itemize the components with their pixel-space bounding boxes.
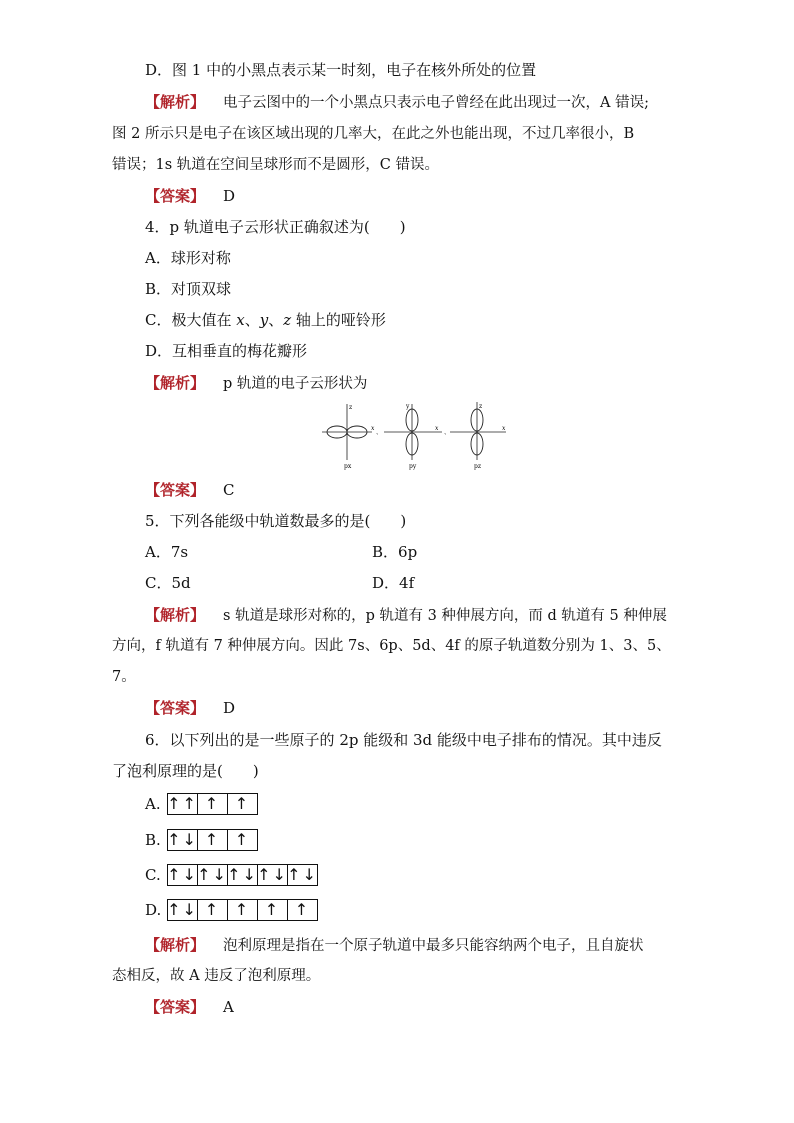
q6-explanation-text: 泡利原理是指在一个原子轨道中最多只能容纳两个电子，且自旋状	[223, 938, 644, 954]
q4-explanation-text: p 轨道的电子云形状为	[223, 376, 368, 392]
q6-option-a	[145, 793, 258, 815]
q6-option-b	[145, 829, 258, 851]
electron-arrows: ↑↓	[167, 900, 198, 919]
figure-separator-1: 、	[376, 429, 383, 436]
q3-explanation-line2: 图 2 所示只是电子在该区域出现的几率大，在此之外也能出现，不过几率很小，B	[112, 126, 635, 142]
q5-answer	[145, 698, 235, 718]
orbital-boxes	[167, 864, 318, 886]
orbital-box	[198, 865, 228, 885]
orbital-box	[198, 830, 228, 850]
q4-option-c-post: 轴上的哑铃形	[291, 311, 386, 329]
q6-option-d-label: D.	[145, 901, 162, 919]
q5-option-b: B．6p	[372, 543, 418, 561]
electron-arrows: ↑	[234, 900, 251, 919]
electron-arrows: ↑	[264, 900, 281, 919]
answer-tag: 【答案】	[145, 187, 206, 205]
pz-label: pz	[474, 463, 482, 470]
q3-answer	[145, 186, 235, 206]
q6-explanation-line2: 态相反，故 A 违反了泡利原理。	[112, 968, 321, 984]
q3-explanation-line3: 错误；1s 轨道在空间呈球形而不是圆形，C 错误。	[112, 157, 439, 173]
q4-option-c-y: y	[259, 311, 269, 329]
q4-answer-value: C	[223, 481, 235, 499]
electron-arrows: ↑	[204, 794, 221, 813]
electron-arrows: ↑	[294, 900, 311, 919]
q3-option-d: D．图 1 中的小黑点表示某一时刻，电子在核外所处的位置	[145, 61, 537, 79]
q3-explanation-line1	[145, 92, 649, 113]
q4-option-a: A．球形对称	[145, 249, 231, 267]
orbital-box	[198, 900, 228, 920]
orbital-box	[168, 830, 198, 850]
orbital-box	[288, 900, 317, 920]
electron-arrows: ↑↓	[197, 865, 228, 884]
explanation-tag: 【解析】	[145, 374, 206, 392]
q6-option-b-label: B.	[145, 831, 161, 849]
px-axis-x: x	[371, 425, 375, 432]
electron-arrows: ↑↓	[257, 865, 288, 884]
orbital-box	[228, 865, 258, 885]
q6-answer-value: A	[223, 998, 234, 1016]
orbital-box	[168, 794, 198, 814]
q4-stem: 4．p 轨道电子云形状正确叙述为( )	[145, 218, 406, 236]
electron-arrows: ↑↓	[227, 865, 258, 884]
q3-answer-value: D	[223, 187, 236, 205]
q6-stem-line1: 6．以下列出的是一些原子的 2p 能级和 3d 能级中电子排布的情况。其中违反	[145, 731, 662, 749]
electron-arrows: ↑↓	[287, 865, 318, 884]
orbital-box	[258, 865, 288, 885]
q4-option-c-x: x	[236, 311, 245, 329]
answer-tag: 【答案】	[145, 481, 206, 499]
q4-explanation	[145, 373, 367, 394]
q5-explanation-line1	[145, 605, 667, 626]
explanation-tag: 【解析】	[145, 93, 206, 111]
q4-option-c-sep2: 、	[268, 311, 284, 329]
orbital-box	[168, 900, 198, 920]
py-label: py	[409, 463, 417, 470]
py-axis-y: y	[406, 403, 410, 410]
px-axis-z: z	[349, 404, 353, 411]
px-orbital	[322, 404, 375, 470]
q6-explanation-line1	[145, 935, 644, 956]
q5-explanation-line2: 方向，f 轨道有 7 种伸展方向。因此 7s、6p、5d、4f 的原子轨道数分别为 1、3、5、	[112, 638, 671, 654]
q6-option-d	[145, 899, 318, 921]
answer-tag: 【答案】	[145, 998, 206, 1016]
orbital-boxes	[167, 829, 258, 851]
pz-orbital	[450, 402, 506, 470]
px-label: px	[344, 463, 352, 470]
q6-stem-line2: 了泡利原理的是( )	[112, 762, 259, 780]
q4-option-c-pre: C．极大值在	[145, 311, 237, 329]
q6-answer	[145, 997, 234, 1017]
orbital-box	[198, 794, 228, 814]
orbital-box	[228, 900, 258, 920]
q5-explanation-line3: 7。	[112, 669, 136, 685]
orbital-box	[258, 900, 288, 920]
electron-arrows: ↑	[204, 900, 221, 919]
orbital-box	[288, 865, 317, 885]
electron-arrows: ↑	[204, 830, 221, 849]
q5-option-a: A．7s	[145, 543, 189, 561]
orbital-boxes	[167, 793, 258, 815]
q3-explanation-text: 电子云图中的一个小黑点只表示电子曾经在此出现过一次，A 错误;	[223, 95, 649, 111]
q4-option-d: D．互相垂直的梅花瓣形	[145, 342, 308, 360]
orbital-box	[168, 865, 198, 885]
electron-arrows: ↑↓	[167, 830, 198, 849]
q4-option-c-sep1: 、	[244, 311, 260, 329]
electron-arrows: ↑	[234, 830, 251, 849]
pz-axis-x: x	[502, 425, 506, 432]
p-orbital-figure	[320, 398, 520, 470]
explanation-tag: 【解析】	[145, 606, 206, 624]
q4-option-c	[145, 310, 386, 330]
electron-arrows: ↑	[234, 794, 251, 813]
q6-option-a-label: A.	[145, 795, 161, 813]
electron-arrows: ↑↑	[167, 794, 198, 813]
py-axis-x: x	[435, 425, 439, 432]
electron-arrows: ↑↓	[167, 865, 198, 884]
q4-option-c-z: z	[283, 311, 292, 329]
orbital-box	[228, 794, 257, 814]
orbital-boxes	[167, 899, 318, 921]
q5-answer-value: D	[223, 699, 236, 717]
q5-stem: 5．下列各能级中轨道数最多的是( )	[145, 512, 407, 530]
q5-option-d: D．4f	[372, 574, 415, 592]
q4-option-b: B．对顶双球	[145, 280, 232, 298]
q6-option-c	[145, 864, 318, 886]
figure-separator-2: 、	[444, 429, 451, 436]
py-orbital	[384, 403, 442, 470]
q5-option-c: C．5d	[145, 574, 191, 592]
q5-explanation-text: s 轨道是球形对称的，p 轨道有 3 种伸展方向，而 d 轨道有 5 种伸展	[223, 608, 667, 624]
pz-axis-z: z	[479, 403, 483, 410]
q4-answer	[145, 480, 235, 500]
q6-option-c-label: C.	[145, 866, 161, 884]
orbital-box	[228, 830, 257, 850]
answer-tag: 【答案】	[145, 699, 206, 717]
explanation-tag: 【解析】	[145, 936, 206, 954]
